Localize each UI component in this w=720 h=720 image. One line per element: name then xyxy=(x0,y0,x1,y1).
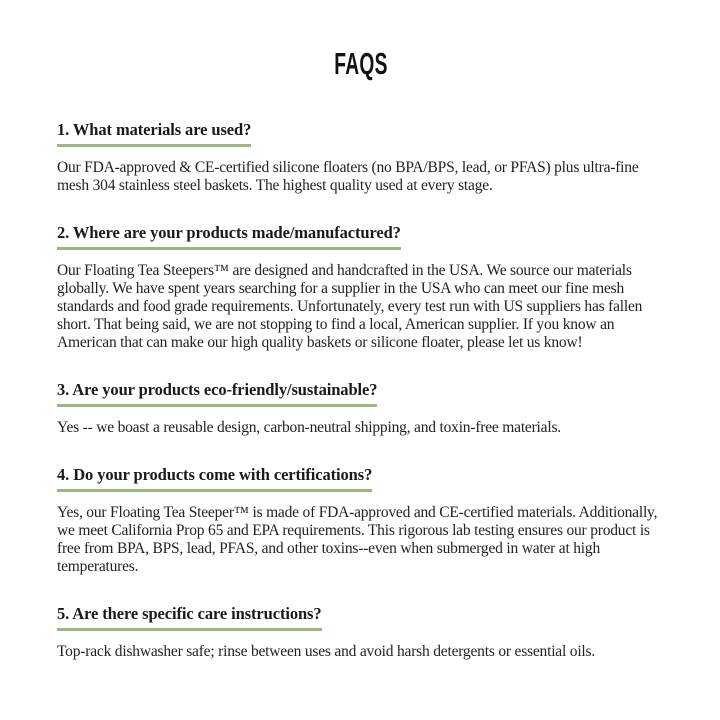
faq-question-1 xyxy=(57,121,665,147)
faq-item-2 xyxy=(57,224,665,352)
faq-answer-4: Yes, our Floating Tea Steeper™ is made of FDA-approved and CE-certified materials. Additionally, we meet California Prop 65 and EPA requirements. This rigorous lab testing ensures our product is free from BPA, BPS, lead, PFAS, and other toxins--even when submerged in water at high temperatures. xyxy=(57,504,658,575)
faq-question-text: 1. What materials are used? xyxy=(57,121,251,147)
faq-answer-5: Top-rack dishwasher safe; rinse between uses and avoid harsh detergents or essential oils. xyxy=(57,643,596,660)
faq-question-text: 5. Are there specific care instructions? xyxy=(57,605,322,631)
page-title: FAQS xyxy=(334,46,388,81)
faq-item-4 xyxy=(57,466,665,576)
faq-answer-1: Our FDA-approved & CE-certified silicone floaters (no BPA/BPS, lead, or PFAS) plus ultra-fine mesh 304 stainless steel baskets. The highest quality used at every stage. xyxy=(57,159,639,194)
faq-question-3 xyxy=(57,381,665,407)
faq-question-5 xyxy=(57,605,665,631)
faq-item-5 xyxy=(57,605,665,661)
faq-answer-3: Yes -- we boast a reusable design, carbon-neutral shipping, and toxin-free materials. xyxy=(57,419,561,436)
faq-question-4 xyxy=(57,466,665,492)
faq-question-text: 4. Do your products come with certifications? xyxy=(57,466,372,492)
faq-item-3 xyxy=(57,381,665,437)
faq-question-2 xyxy=(57,224,665,250)
faq-item-1 xyxy=(57,121,665,195)
faq-question-text: 3. Are your products eco-friendly/sustainable? xyxy=(57,381,377,407)
faq-question-text: 2. Where are your products made/manufactured? xyxy=(57,224,401,250)
faq-list xyxy=(57,121,665,661)
faq-answer-2: Our Floating Tea Steepers™ are designed and handcrafted in the USA. We source our materials globally. We have spent years searching for a supplier in the USA who can meet our fine mesh standards and food grade requirements. Unfortunately, every test run with US suppliers has fallen short. That being said, we are not stopping to find a local, American supplier. If you know an American that can make our high quality baskets or silicone floater, please let us know! xyxy=(57,262,643,351)
